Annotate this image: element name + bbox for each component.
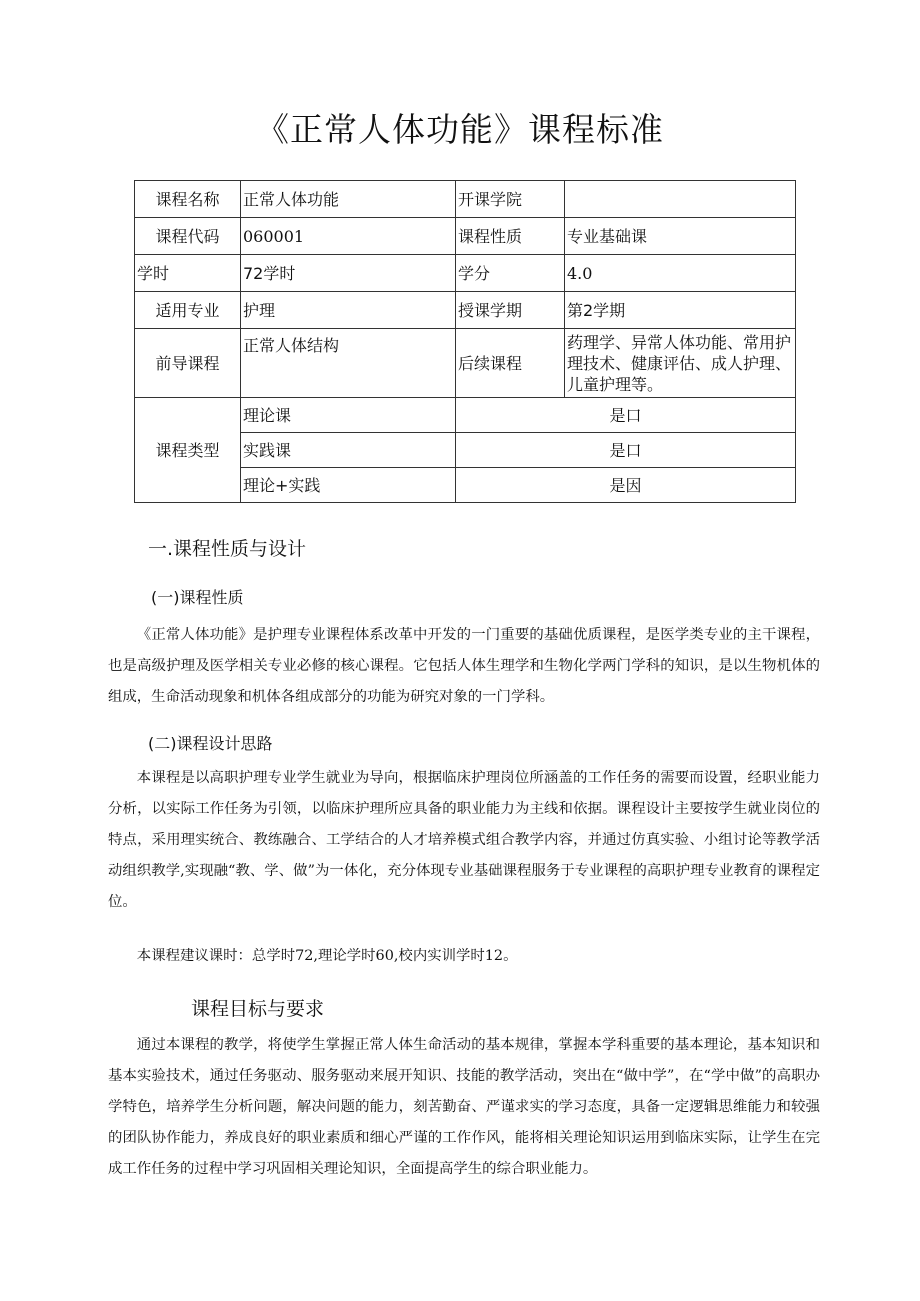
semester-label: 授课学期 (456, 292, 565, 329)
credits-value: 4.0 (565, 255, 796, 292)
subsection-heading: (二)课程设计思路 (148, 734, 273, 753)
course-nature-value: 专业基础课 (565, 218, 796, 255)
course-name-label: 课程名称 (135, 181, 241, 218)
type-value: 是因 (456, 468, 796, 503)
type-value: 是口 (456, 433, 796, 468)
paragraph: 《正常人体功能》是护理专业课程体系改革中开发的一门重要的基础优质课程，是医学类专业的主干课程，也是高级护理及医学相关专业必修的核心课程。它包括人体生理学和生物化学两门学科的知识，是以生物机体的组成，生命活动现象和机体各组成部分的功能为研究对象的一门学科。 (108, 627, 820, 705)
credits-label: 学分 (456, 255, 565, 292)
type-name: 理论+实践 (241, 468, 456, 503)
paragraph: 本课程是以高职护理专业学生就业为导向，根据临床护理岗位所涵盖的工作任务的需要而设置，经职业能力分析，以实际工作任务为引领，以临床护理所应具备的职业能力为主线和依据。课程设计主要按学生就业岗位的特点，采用理实统合、教练融合、工学结合的人才培养模式组合教学内容，并通过仿真实验、小组讨论等教学活动组织教学,实现融“教、学、做”为一体化，充分体现专业基础课程服务于专业课程的高职护理专业教育的课程定位。 (108, 770, 820, 910)
type-name: 实践课 (241, 433, 456, 468)
followup-value: 药理学、异常人体功能、常用护理技术、健康评估、成人护理、儿童护理等。 (565, 329, 796, 398)
college-value (565, 181, 796, 218)
table-row (135, 292, 796, 329)
hours-value: 72学时 (241, 255, 456, 292)
paragraph: 本课程建议课时：总学时72,理论学时60,校内实训学时12。 (136, 948, 518, 964)
course-name-value: 正常人体功能 (241, 181, 456, 218)
course-code-label: 课程代码 (135, 218, 241, 255)
table-row (135, 255, 796, 292)
table-row (135, 398, 796, 433)
table-row (135, 218, 796, 255)
semester-value: 第2学期 (565, 292, 796, 329)
course-nature-label: 课程性质 (456, 218, 565, 255)
page-title: 《正常人体功能》课程标准 (256, 110, 664, 149)
college-label: 开课学院 (456, 181, 565, 218)
section-heading: 一.课程性质与设计 (148, 538, 307, 560)
section-heading: 课程目标与要求 (191, 998, 325, 1020)
major-value: 护理 (241, 292, 456, 329)
type-value: 是口 (456, 398, 796, 433)
table-row (135, 181, 796, 218)
paragraph: 通过本课程的教学，将使学生掌握正常人体生命活动的基本规律，掌握本学科重要的基本理论，基本知识和基本实验技术，通过任务驱动、服务驱动来展开知识、技能的教学活动，突出在“做中学”，在“学中做”的高职办学特色，培养学生分析问题，解决问题的能力，刻苦勤奋、严谨求实的学习态度，具备一定逻辑思维能力和较强的团队协作能力，养成良好的职业素质和细心严谨的工作作风，能将相关理论知识运用到临床实际，让学生在完成工作任务的过程中学习巩固相关理论知识，全面提高学生的综合职业能力。 (108, 1037, 820, 1177)
course-info-table (134, 180, 796, 503)
type-label: 课程类型 (135, 398, 241, 503)
table-row (135, 329, 796, 398)
type-name: 理论课 (241, 398, 456, 433)
prereq-label: 前导课程 (135, 329, 241, 398)
hours-label: 学时 (135, 255, 241, 292)
course-code-value: 060001 (241, 218, 456, 255)
subsection-heading: (一)课程性质 (151, 588, 244, 607)
prereq-value: 正常人体结构 (241, 329, 456, 398)
followup-label: 后续课程 (456, 329, 565, 398)
major-label: 适用专业 (135, 292, 241, 329)
